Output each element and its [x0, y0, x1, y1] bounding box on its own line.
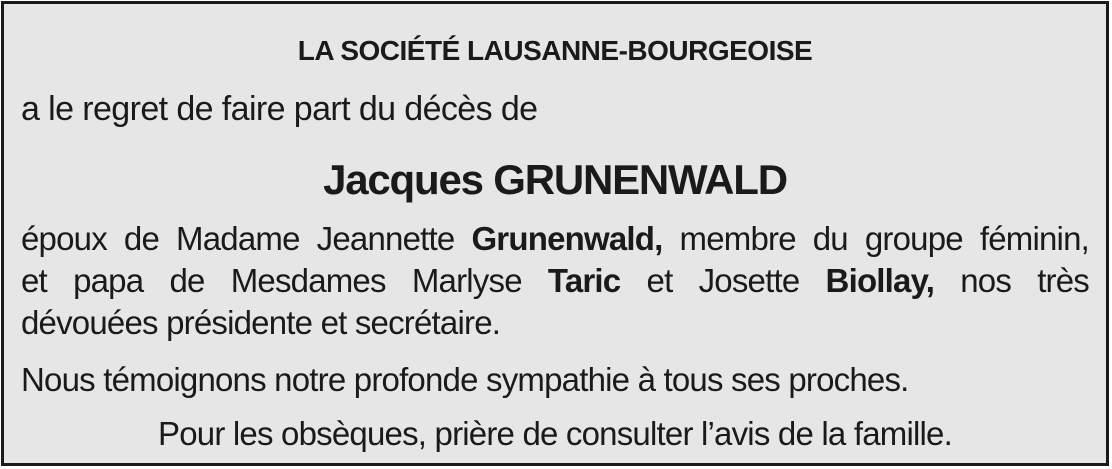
deceased-name: Jacques GRUNENWALD	[323, 156, 787, 203]
notice-header: LA SOCIÉTÉ LAUSANNE-BOURGEOISE	[297, 35, 813, 66]
body-text: nos très	[934, 262, 1090, 299]
death-notice	[1, 1, 1109, 466]
sympathy-text: Nous témoignons notre profonde sympathie à tous ses proches.	[21, 361, 909, 398]
body-text: membre du groupe féminin,	[662, 220, 1089, 257]
family-name-daughter-1: Taric	[547, 262, 621, 299]
body-line-2	[21, 260, 1089, 302]
body-text: époux de Madame Jeannette	[21, 220, 472, 257]
body-text: et papa de Mesdames Marlyse	[21, 262, 548, 299]
body-line-1	[21, 218, 1089, 260]
funeral-info-text: Pour les obsèques, prière de consulter l’avis de la famille.	[158, 415, 952, 452]
family-name-spouse: Grunenwald,	[471, 220, 663, 257]
notice-intro: a le regret de faire part du décès de	[21, 90, 538, 128]
family-name-daughter-2: Biollay,	[825, 262, 935, 299]
body-text: et Josette	[620, 262, 826, 299]
body-line-3: dévouées présidente et secrétaire.	[21, 304, 501, 341]
notice-body	[21, 218, 1089, 344]
